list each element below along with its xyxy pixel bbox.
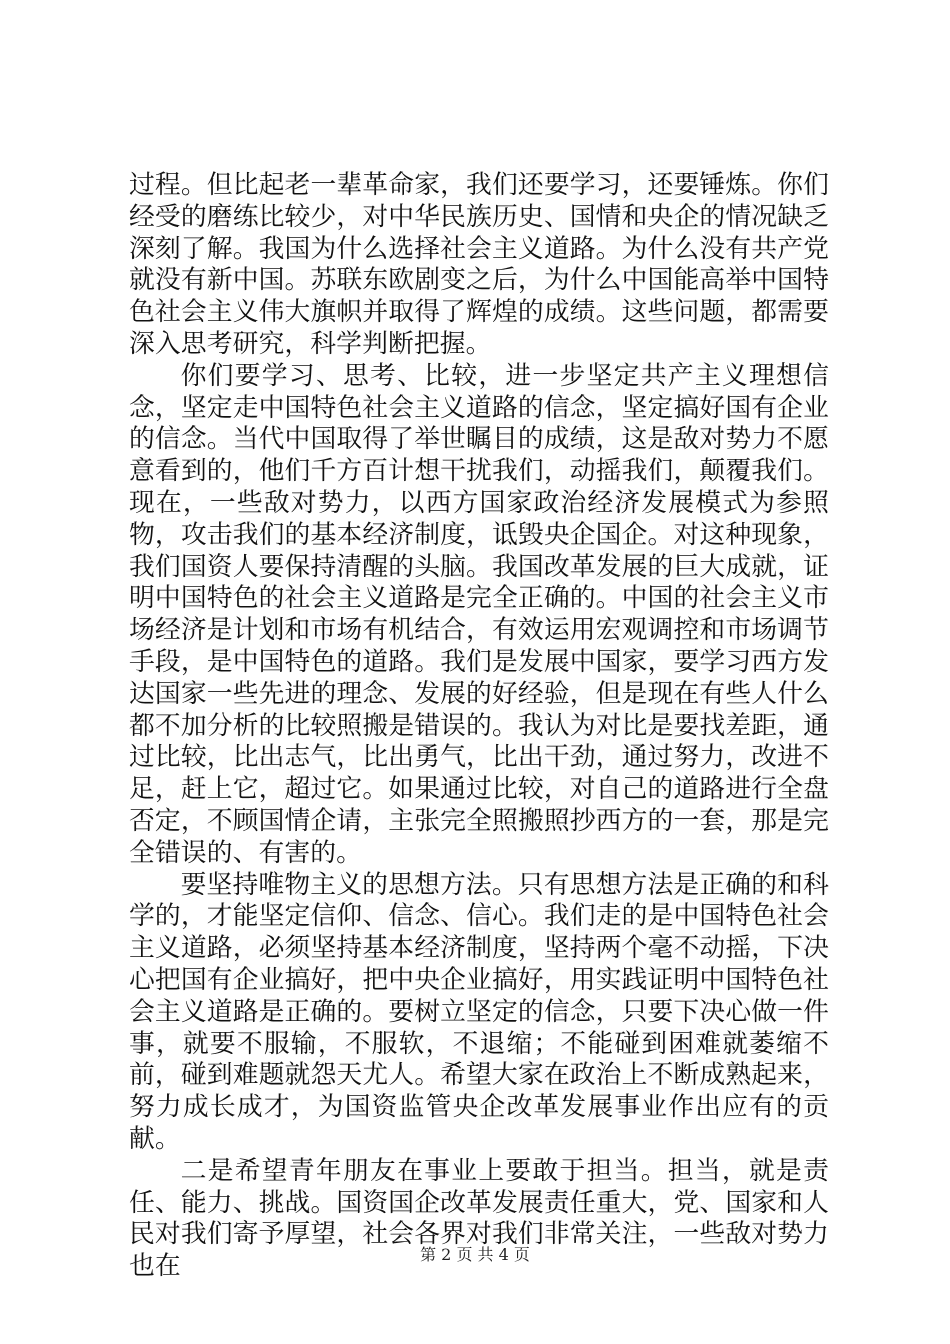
paragraph: 要坚持唯物主义的思想方法。只有思想方法是正确的和科学的，才能坚定信仰、信念、信心。我们走的是中国特色社会主义道路，必须坚持基本经济制度，坚持两个毫不动摇，下决心把国有企业搞好，把中央企业搞好，用实践证明中国特色社会主义道路是正确的。要树立坚定的信念，只要下决心做一件事，就要不服输，不服软，不退缩；不能碰到困难就萎缩不前，碰到难题就怨天尤人。希望大家在政治上不断成熟起来，努力成长成才，为国资监管央企改革发展事业作出应有的贡献。 <box>129 869 829 1154</box>
page-number-footer: 第 2 页 共 4 页 <box>420 1245 530 1264</box>
body-text <box>129 170 829 1283</box>
paragraph: 你们要学习、思考、比较，进一步坚定共产主义理想信念，坚定走中国特色社会主义道路的信念，坚定搞好国有企业的信念。当代中国取得了举世瞩目的成绩，这是敌对势力不愿意看到的，他们千方百计想干扰我们，动摇我们，颠覆我们。现在，一些敌对势力，以西方国家政治经济发展模式为参照物，攻击我们的基本经济制度，诋毁央企国企。对这种现象，我们国资人要保持清醒的头脑。我国改革发展的巨大成就，证明中国特色的社会主义道路是完全正确的。中国的社会主义市场经济是计划和市场有机结合，有效运用宏观调控和市场调节手段，是中国特色的道路。我们是发展中国家，要学习西方发达国家一些先进的理念、发展的好经验，但是现在有些人什么都不加分析的比较照搬是错误的。我认为对比是要找差距，通过比较，比出志气，比出勇气，比出干劲，通过努力，改进不足，赶上它，超过它。如果通过比较，对自己的道路进行全盘否定，不顾国情企请，主张完全照搬照抄西方的一套，那是完全错误的、有害的。 <box>129 360 829 868</box>
paragraph: 过程。但比起老一辈革命家，我们还要学习，还要锤炼。你们经受的磨练比较少，对中华民族历史、国情和央企的情况缺乏深刻了解。我国为什么选择社会主义道路。为什么没有共产党就没有新中国。苏联东欧剧变之后，为什么中国能高举中国特色社会主义伟大旗帜并取得了辉煌的成绩。这些问题，都需要深入思考研究，科学判断把握。 <box>129 170 829 359</box>
paragraph: 二是希望青年朋友在事业上要敢于担当。担当，就是责任、能力、挑战。国资国企改革发展责任重大，党、国家和人民对我们寄予厚望，社会各界对我们非常关注，一些敌对势力也在 <box>129 1155 829 1282</box>
